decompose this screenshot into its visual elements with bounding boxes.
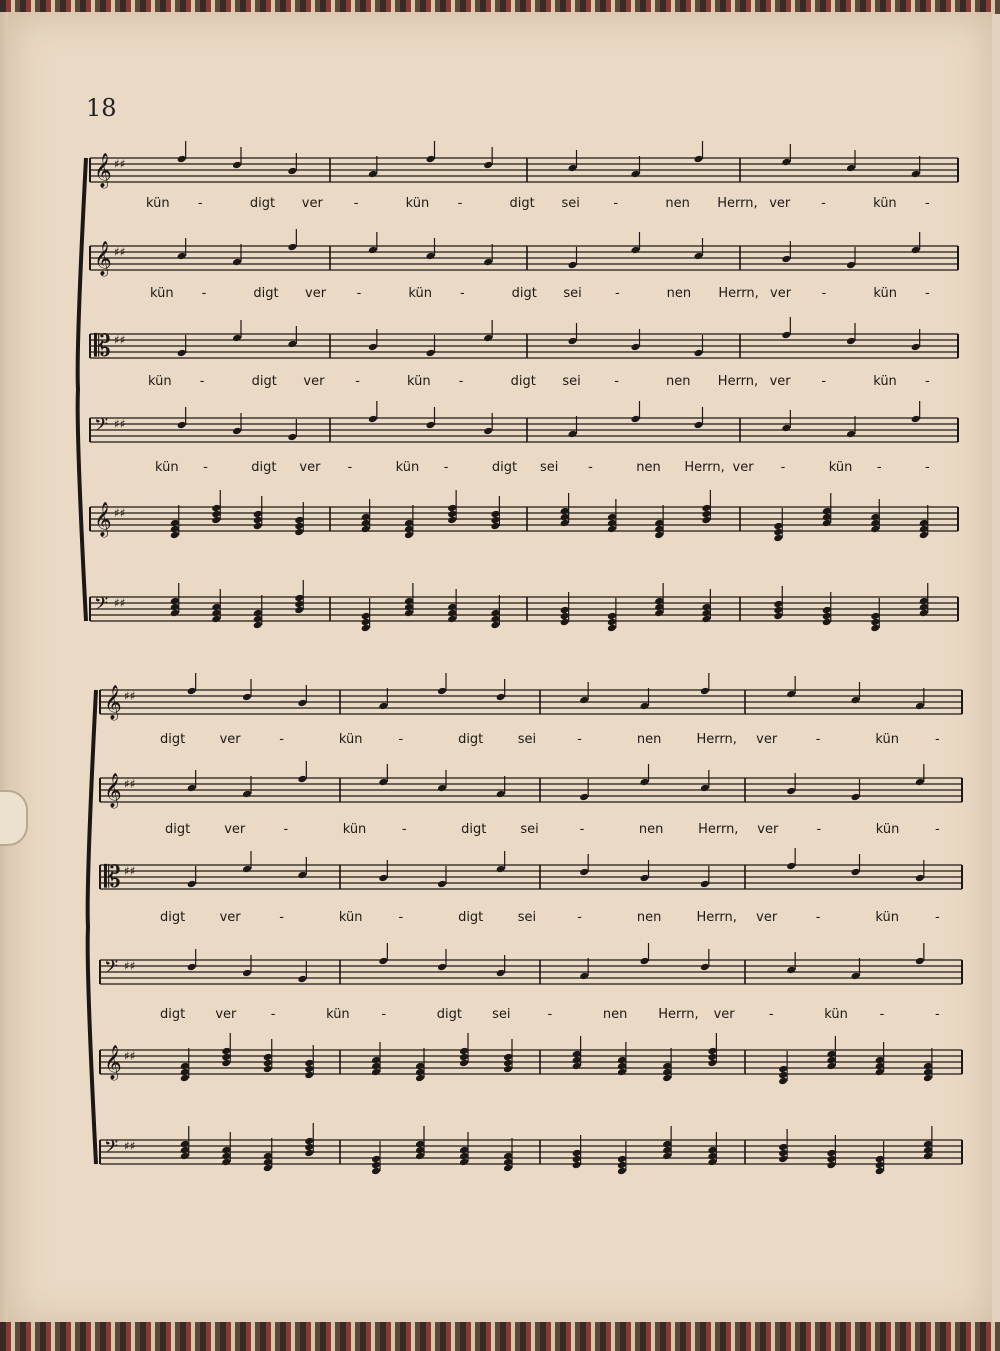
lyric-syllable: -	[577, 910, 582, 925]
bass-clef-icon: 𝄢	[104, 957, 119, 982]
lyric-syllable: -	[935, 732, 940, 747]
lyric-syllable: sei	[540, 460, 559, 475]
lyric-syllable: ver	[224, 822, 246, 837]
lyric-syllable: kün	[873, 286, 897, 301]
lyric-syllable: ver	[301, 196, 323, 211]
lyric-syllable: -	[613, 196, 619, 211]
lyric-syllable: Herrn,	[718, 286, 759, 301]
lyric-syllable: -	[355, 374, 360, 389]
lyric-syllable: -	[879, 1007, 885, 1022]
lyric-syllable: -	[935, 822, 940, 837]
lyric-syllable: digt	[510, 374, 536, 389]
lyric-syllable: -	[356, 286, 362, 301]
lyric-syllable: kün	[824, 1007, 848, 1022]
key-signature-sharps: ♯♯	[124, 689, 136, 703]
lyric-syllable: -	[925, 460, 930, 475]
lyric-syllable: sei	[517, 732, 537, 747]
lyric-syllable: nen	[666, 374, 691, 389]
lyric-syllable: kün	[405, 196, 430, 211]
lyric-syllable: -	[201, 286, 207, 301]
lyric-syllable: digt	[436, 1007, 462, 1022]
lyric-syllable: digt	[160, 910, 186, 925]
lyric-syllable: -	[283, 822, 289, 837]
lyric-syllable: ver	[770, 286, 792, 301]
page-number: 18	[86, 94, 117, 122]
lyric-syllable: -	[381, 1007, 387, 1022]
lyric-syllable: -	[925, 286, 930, 301]
treble-clef-icon: 𝄞	[104, 1045, 122, 1080]
system-brace	[78, 158, 86, 621]
staff-5	[90, 490, 958, 542]
lyric-syllable: ver	[219, 732, 241, 747]
lyric-syllable: kün	[873, 196, 897, 211]
lyric-syllable: kün	[338, 910, 363, 925]
treble-clef-icon: 𝄞	[94, 502, 112, 537]
lyric-syllable: kün	[326, 1007, 350, 1022]
lyric-syllable: sei	[562, 374, 581, 389]
lyric-syllable: digt	[511, 286, 537, 301]
staff-2	[100, 761, 962, 809]
treble-clef-icon: 𝄞	[94, 241, 112, 276]
key-signature-sharps: ♯♯	[124, 777, 136, 791]
lyric-syllable: kün	[828, 460, 853, 475]
lyric-syllable: nen	[666, 286, 692, 301]
lyric-syllable: -	[614, 374, 619, 389]
lyric-syllable: kün	[148, 374, 172, 389]
lyric-syllable: -	[279, 732, 284, 747]
staff-4	[90, 401, 958, 442]
bass-clef-icon: 𝄢	[104, 1137, 119, 1162]
lyric-syllable: -	[815, 910, 821, 925]
key-signature-sharps: ♯♯	[114, 506, 126, 520]
alto-clef-icon: 𝄡	[104, 860, 121, 895]
staff-1	[100, 673, 962, 721]
lyric-syllable: -	[615, 286, 620, 301]
lyric-syllable: ver	[769, 374, 791, 389]
lyric-syllable: -	[935, 1007, 940, 1022]
lyric-syllable: digt	[491, 460, 518, 475]
lyric-syllable: -	[398, 910, 404, 925]
lyric-syllable: kün	[407, 374, 431, 389]
lyric-syllable: ver	[757, 822, 779, 837]
staff-3	[90, 317, 958, 364]
lyric-syllable: kün	[146, 196, 170, 211]
key-signature-sharps: ♯♯	[114, 596, 126, 610]
lyric-syllable: digt	[458, 910, 484, 925]
lyric-syllable: digt	[251, 374, 277, 389]
lyric-syllable: -	[821, 286, 827, 301]
lyric-syllable: ver	[299, 460, 321, 475]
key-signature-sharps: ♯♯	[124, 959, 136, 973]
lyric-syllable: -	[816, 822, 822, 837]
lyric-syllable: -	[577, 732, 582, 747]
lyric-syllable: ver	[732, 460, 754, 475]
key-signature-sharps: ♯♯	[124, 864, 136, 878]
key-signature-sharps: ♯♯	[124, 1139, 136, 1153]
lyric-syllable: Herrn,	[658, 1007, 699, 1022]
lyric-syllable: -	[203, 460, 208, 475]
bass-clef-icon: 𝄢	[94, 594, 109, 619]
lyric-syllable: -	[398, 732, 404, 747]
lyric-syllable: ver	[769, 196, 791, 211]
lyric-syllable: kün	[342, 822, 367, 837]
lyric-syllable: -	[353, 196, 359, 211]
lyric-syllable: Herrn,	[696, 732, 737, 747]
bass-clef-icon: 𝄢	[94, 415, 109, 440]
lyric-syllable: ver	[756, 732, 778, 747]
key-signature-sharps: ♯♯	[114, 245, 126, 259]
lyric-syllable: -	[815, 732, 821, 747]
lyric-syllable: kün	[395, 460, 420, 475]
lyric-syllable: kün	[338, 732, 363, 747]
lyric-syllable: -	[780, 460, 786, 475]
lyric-syllable: -	[768, 1007, 774, 1022]
lyric-syllable: ver	[756, 910, 778, 925]
lyric-syllable: kün	[873, 374, 897, 389]
lyric-syllable: sei	[492, 1007, 511, 1022]
key-signature-sharps: ♯♯	[114, 333, 126, 347]
lyric-syllable: digt	[458, 732, 484, 747]
lyric-syllable: nen	[636, 732, 662, 747]
lyric-syllable: -	[876, 460, 882, 475]
lyric-syllable: -	[401, 822, 407, 837]
lyric-syllable: Herrn,	[696, 910, 737, 925]
lyric-syllable: -	[443, 460, 449, 475]
key-signature-sharps: ♯♯	[124, 1049, 136, 1063]
lyric-syllable: nen	[636, 460, 661, 475]
treble-clef-icon: 𝄞	[104, 685, 122, 720]
lyric-syllable: -	[547, 1007, 553, 1022]
treble-clef-icon: 𝄞	[104, 773, 122, 808]
treble-clef-icon: 𝄞	[94, 153, 112, 188]
lyric-syllable: digt	[249, 196, 276, 211]
lyric-syllable: Herrn,	[698, 822, 739, 837]
lyric-syllable: -	[821, 196, 826, 211]
lyric-syllable: -	[935, 910, 940, 925]
lyric-syllable: ver	[215, 1007, 237, 1022]
key-signature-sharps: ♯♯	[114, 157, 126, 171]
staff-2	[90, 229, 958, 277]
lyric-syllable: sei	[563, 286, 582, 301]
lyric-syllable: nen	[665, 196, 690, 211]
lyric-syllable: -	[460, 286, 465, 301]
staff-3	[100, 848, 962, 895]
lyric-syllable: -	[347, 460, 353, 475]
lyric-syllable: ver	[219, 910, 241, 925]
lyric-syllable: ver	[303, 374, 325, 389]
lyric-syllable: kün	[875, 732, 899, 747]
lyric-syllable: Herrn,	[717, 196, 758, 211]
staff-6	[90, 580, 958, 632]
lyric-syllable: ver	[305, 286, 327, 301]
lyric-syllable: digt	[509, 196, 535, 211]
lyric-syllable: -	[588, 460, 593, 475]
system-brace	[88, 690, 96, 1164]
staff-6	[100, 1123, 962, 1175]
lyric-syllable: -	[199, 374, 205, 389]
lyric-syllable: -	[458, 374, 464, 389]
key-signature-sharps: ♯♯	[114, 417, 126, 431]
lyric-syllable: digt	[461, 822, 487, 837]
lyric-syllable: nen	[602, 1007, 628, 1022]
lyric-syllable: kün	[150, 286, 174, 301]
lyric-syllable: Herrn,	[684, 460, 725, 475]
lyric-syllable: -	[197, 196, 203, 211]
alto-clef-icon: 𝄡	[94, 329, 111, 364]
lyric-syllable: kün	[875, 822, 900, 837]
lyric-syllable: -	[270, 1007, 276, 1022]
lyric-syllable: kün	[408, 286, 432, 301]
staff-1	[90, 141, 958, 189]
lyric-syllable: -	[821, 374, 827, 389]
lyric-syllable: nen	[638, 822, 664, 837]
lyric-syllable: digt	[165, 822, 191, 837]
lyric-syllable: -	[579, 822, 585, 837]
lyric-syllable: sei	[561, 196, 580, 211]
lyric-syllable: digt	[160, 1007, 186, 1022]
lyric-syllable: -	[925, 374, 930, 389]
lyric-syllable: sei	[517, 910, 537, 925]
lyric-syllable: digt	[253, 286, 279, 301]
lyric-syllable: digt	[251, 460, 277, 475]
lyric-syllable: kün	[875, 910, 899, 925]
lyric-syllable: nen	[636, 910, 662, 925]
lyric-syllable: kün	[155, 460, 179, 475]
lyric-syllable: sei	[520, 822, 539, 837]
lyric-syllable: -	[457, 196, 463, 211]
lyric-syllable: digt	[160, 732, 186, 747]
lyric-syllable: -	[279, 910, 284, 925]
lyric-syllable: Herrn,	[717, 374, 759, 389]
staff-4	[100, 943, 962, 984]
lyric-syllable: ver	[713, 1007, 735, 1022]
staff-5	[100, 1033, 962, 1085]
lyric-syllable: -	[925, 196, 930, 211]
